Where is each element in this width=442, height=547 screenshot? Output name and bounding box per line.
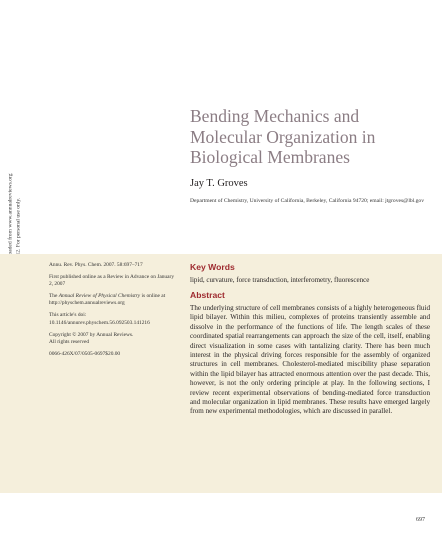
author-name: Jay T. Groves (190, 178, 248, 189)
key-words-heading: Key Words (190, 262, 235, 272)
abstract-text: The underlying structure of cell membranes consists of a highly heterogeneous fluid lipid bilayer. Within this milieu, complexes of proteins transiently assemble and dissolve in the performance of the functions of life. The length scales of these coordinated spatial rearrangements can approach the size of the cell, itself, enabling direct visualization in some cases with tantalizing clarity. There has been much interest in the physical driving forces responsible for the assembly of organized structures in cell membranes. Cholesterol-mediated miscibility phase separation within the lipid bilayer has attracted enormous attention over the past decade. This, however, is not the only ordering principle at play. In the following sections, I review recent experimental observations of bending-mediated force transduction and molecular organization in lipid membranes. These results have emerged largely from new experimental methodologies, which are discussed in parallel. (190, 304, 430, 416)
article-title: Bending Mechanics and Molecular Organization in Biological Membranes (190, 106, 376, 167)
journal-online-prefix: The (49, 293, 59, 300)
doi-value: 10.1146/annurev.physchem.56.092503.141216 (49, 319, 150, 326)
journal-online-suffix: is online at http://physchem.annualreviews.org (49, 293, 166, 307)
first-published: First published online as a Review in Advance on January 2, 2007 (49, 274, 175, 288)
rights: All rights reserved (49, 338, 90, 345)
copyright-block (49, 332, 174, 346)
author-affiliation: Department of Chemistry, University of California, Berkeley, California 94720; email: jtgroves@lbl.gov (190, 198, 425, 204)
article-metadata (49, 262, 174, 363)
journal-online-note (49, 293, 174, 307)
abstract-heading: Abstract (190, 290, 225, 300)
issn: 0066-426X/07/0505-0697$20.00 (49, 350, 121, 357)
doi-label: This article's doi: (49, 312, 87, 319)
page-number: 697 (416, 517, 425, 523)
citation: Annu. Rev. Phys. Chem. 2007. 58:697–717 (49, 262, 143, 268)
doi-block (49, 312, 174, 326)
copyright: Copyright © 2007 by Annual Reviews. (49, 331, 134, 338)
journal-name: Annual Review of Physical Chemistry (58, 293, 141, 300)
key-words-text: lipid, curvature, force transduction, interferometry, fluorescence (190, 276, 370, 284)
